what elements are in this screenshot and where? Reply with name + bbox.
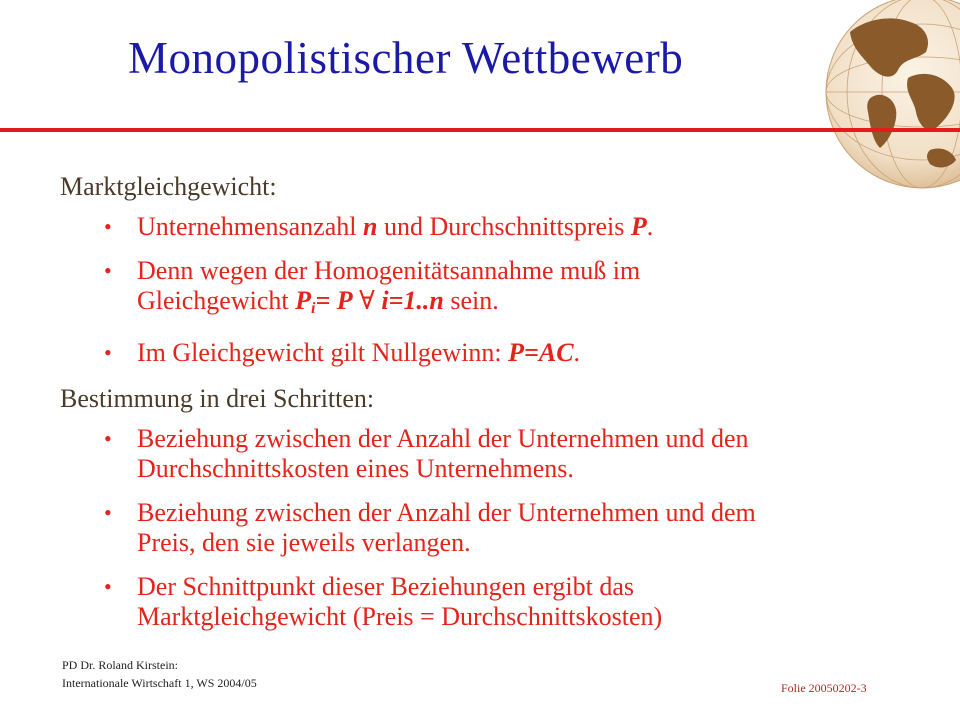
footer-author: PD Dr. Roland Kirstein: Internationale Wirtschaft 1, WS 2004/05 <box>62 658 257 690</box>
slide-title: Monopolistischer Wettbewerb <box>128 33 684 83</box>
globe-icon <box>812 0 960 190</box>
footer-slide-id: Folie 20050202-3 <box>781 681 867 695</box>
title-divider <box>0 128 960 132</box>
bullet-icon: • <box>104 426 112 451</box>
bullet-icon: • <box>104 574 112 599</box>
bullet-icon: • <box>104 214 112 239</box>
forall-symbol: ∀ <box>352 286 382 315</box>
list-item: • Unternehmensanzahl n und Durchschnittspreis P. <box>104 212 654 241</box>
bullet-list-equilibrium <box>60 212 940 368</box>
bullet-list-steps <box>60 424 940 632</box>
section-heading-equilibrium: Marktgleichgewicht: <box>60 172 277 201</box>
bullet-icon: • <box>104 258 112 283</box>
list-item: • Im Gleichgewicht gilt Nullgewinn: P=AC. <box>104 338 581 367</box>
section-heading-steps: Bestimmung in drei Schritten: <box>60 384 375 413</box>
list-item: • Der Schnittpunkt dieser Beziehungen ergibt das Marktgleichgewicht (Preis = Durchschnittskosten) <box>104 572 663 631</box>
list-item: • Beziehung zwischen der Anzahl der Unternehmen und dem Preis, den sie jeweils verlangen. <box>104 498 756 557</box>
bullet-icon: • <box>104 340 112 365</box>
slide-content <box>60 170 940 646</box>
list-item: • Denn wegen der Homogenitätsannahme muß im Gleichgewicht $P_i= P$ ∀ i=1..n sein. <box>104 256 641 317</box>
bullet-icon: • <box>104 500 112 525</box>
list-item: • Beziehung zwischen der Anzahl der Unternehmen und den Durchschnittskosten eines Unternehmens. <box>104 424 749 483</box>
